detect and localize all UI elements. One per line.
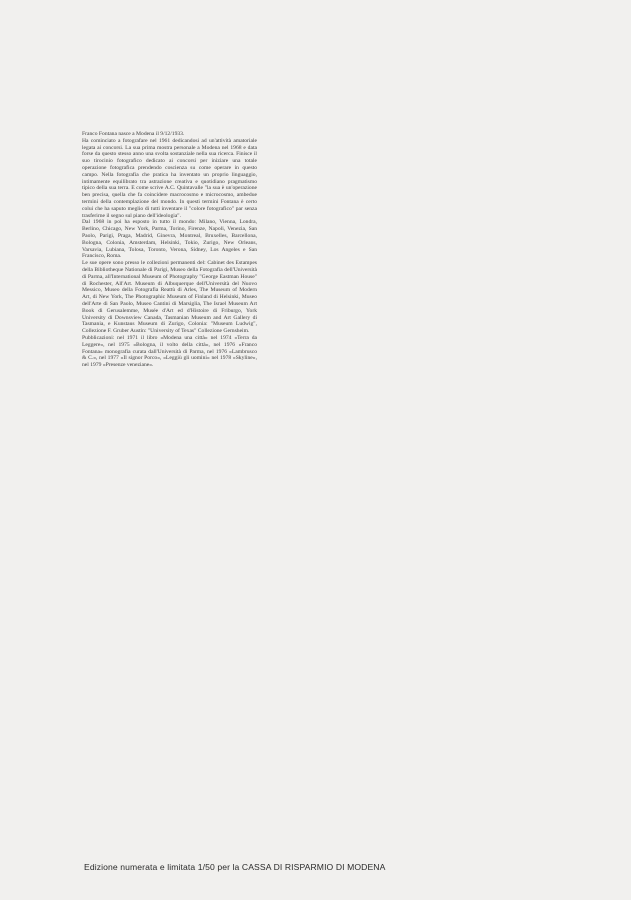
biography-paragraph-birth: Franco Fontana nasce a Modena il 9/12/1933. (82, 131, 185, 137)
biography-paragraph-career: Ha cominciato a fotografare nel 1961 dedicandosi ad un'attività amatoriale legata ai concorsi. La sua prima mostra personale a Modena nel 1968 e data forse da questo stesso anno una svolta sostanziale nella sua ricerca. Finisce il suo tirocinio fotografico dedicato ai concorsi per iniziare una totale operazione fotografica prendendo coscienza su come operare in questo campo. Nella fotografia che pratica ha inventato un proprio linguaggio, intimamente equilibrato tra astrazione creativa e quotidiano pragmatismo tipico della sua terra. E come scrive A.C. Quintavalle "la sua è un'operazione ben precisa, quella che fa coincidere macrocosmo e microcosmo, ambedue termini della contemplazione del mondo. In questi termini Fontana è certo colui che ha saputo meglio di tutti inventare il "colore fotografico" par senza trasferirne il segno sul piano dell'ideologia". (82, 137, 257, 219)
edition-footer-note: Edizione numerata e limitata 1/50 per la CASSA DI RISPARMIO DI MODENA (84, 862, 386, 872)
biography-paragraph-publications: Pubblicazioni: nel 1971 il libro «Modena una città» nel 1974 «Terra da Leggere», nel 1975 «Bologna, il volto della città», nel 1976 «Franco Fontana» monografia curata dall'Università di Parma, nel 1976 «Lambrusco & C.», nel 1977 «Il signor Porco», «Leggiù gli uomini» nel 1978 «Skyline», nel 1979 «Presenze veneziane». (82, 334, 257, 369)
biography-paragraph-exhibitions: Dal 1968 in poi ha esposto in tutto il mondo: Milano, Vienna, Londra, Berlino, Chicago, New York, Parma, Torino, Firenze, Napoli, Venezia, San Paolo, Parigi, Praga, Madrid, Ginevra, Montreal, Bruxelles, Barcellona, Bologna, Colonia, Amsterdam, Helsinki, Tokio, Zurigo, New Orleans, Varsavia, Lubiana, Tolosa, Toronto, Verona, Sidney, Los Angeles e San Francisco, Roma. (82, 219, 257, 260)
biography-text-block (82, 131, 257, 369)
biography-paragraph-collections: Le sue opere sono presso le collezioni permanenti del: Cabinet des Estampes della Bibliotheque Nationale di Parigi, Museo della Fotografia dell'Università di Parma, all'International Museum of Photography "George Eastman House" di Rochester, All'Art. Museum di Albuquerque dell'Università del Nuovo Messico, Museo della Fotografia Reattù di Arles, The Museum of Modern Art, di New York, The Photographic Museum of Finland di Helsinki, Museo dell'Arte di San Paolo, Museo Cantini di Marsiglia, The Israel Museum Art Book di Gerusalemme, Musée d'Art ed d'Histoire di Friburgo, York University di Downsview Canada, Tasmanian Museum and Art Gallery di Tasmania, e Kunstaus Museum di Zurigo, Colonia: "Museum Ludwig", Collezione F. Gruber Austin: "University of Texas" Collezione Gernsheim. (82, 260, 257, 335)
